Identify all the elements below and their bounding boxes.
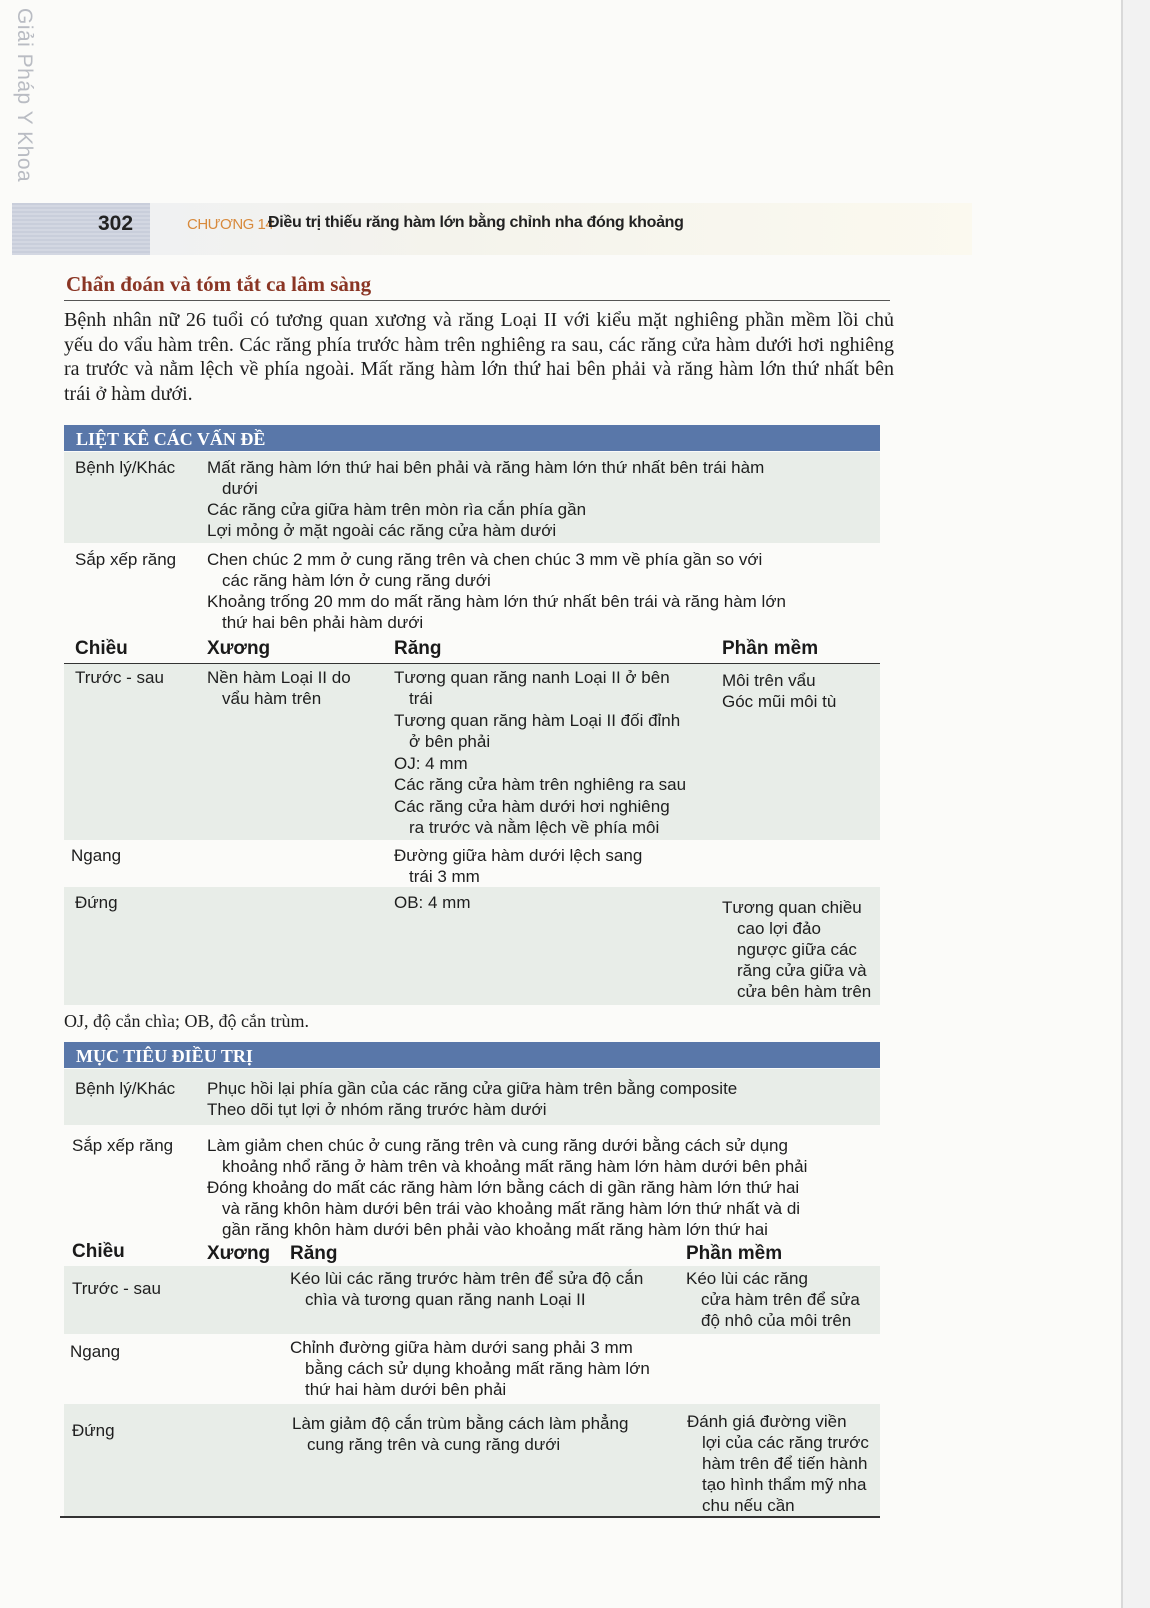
problems-alignment-label: Sắp xếp răng (75, 550, 177, 569)
watermark: Giải Pháp Y Khoa (13, 8, 36, 183)
problem-list-title: LIỆT KÊ CÁC VẤN ĐỀ (64, 425, 880, 451)
abbreviation-footnote: OJ, độ cắn chìa; OB, độ cắn trùm. (64, 1011, 309, 1031)
goals-transverse-dental: Chỉnh đường giữa hàm dưới sang phải 3 mm (290, 1338, 633, 1357)
goals-vertical-dental: cung răng trên và cung răng dưới (307, 1435, 561, 1454)
goals-header-dimension: Chiều (72, 1241, 125, 1262)
goals-bottom-rule (60, 1516, 880, 1518)
goals-alignment-line: gần răng khôn hàm dưới bên phải vào khoảng mất răng hàm lớn thứ hai (222, 1220, 768, 1239)
problems-ap-skeletal: Nền hàm Loại II do (207, 668, 351, 687)
goals-alignment-label: Sắp xếp răng (72, 1136, 174, 1155)
problems-pathology-line: Các răng cửa giữa hàm trên mòn rìa cắn phía gần (207, 500, 587, 519)
goals-header-dental: Răng (290, 1243, 338, 1264)
goals-pathology-label: Bệnh lý/Khác (75, 1079, 176, 1098)
problems-vertical-soft: cửa bên hàm trên (737, 982, 872, 1001)
problems-ap-soft: Môi trên vẩu (722, 671, 816, 690)
problems-ap-dental: ra trước và nằm lệch về phía môi (409, 818, 660, 837)
problems-transverse-label: Ngang (71, 846, 122, 865)
problems-alignment-line: các răng hàm lớn ở cung răng dưới (222, 571, 491, 590)
goals-vertical-soft: chu nếu cần (702, 1496, 795, 1515)
goals-pathology-line: Phục hồi lại phía gần của các răng cửa giữa hàm trên bằng composite (207, 1079, 738, 1098)
problems-header-skeletal: Xương (207, 638, 271, 659)
problems-vertical-dental: OB: 4 mm (394, 893, 471, 912)
problems-ap-dental: OJ: 4 mm (394, 754, 468, 773)
goals-vertical-soft: tạo hình thẩm mỹ nha (702, 1475, 867, 1494)
goals-alignment-line: khoảng nhổ răng ở hàm trên và khoảng mất răng hàm lớn hàm dưới bên phải (222, 1157, 808, 1176)
goals-alignment-line: Đóng khoảng do mất các răng hàm lớn bằng cách di gần răng hàm lớn thứ hai (207, 1178, 800, 1197)
goals-ap-label: Trước - sau (72, 1279, 161, 1298)
section-title: Chẩn đoán và tóm tắt ca lâm sàng (66, 272, 372, 296)
page-edge-strip (1121, 0, 1150, 1608)
goals-header-skeletal: Xương (207, 1243, 271, 1264)
problems-ap-dental: Tương quan răng nanh Loại II ở bên (394, 668, 670, 687)
goals-vertical-label: Đứng (72, 1421, 115, 1440)
problems-alignment-line: Chen chúc 2 mm ở cung răng trên và chen chúc 3 mm về phía gần so với (207, 550, 763, 569)
goals-header-soft-tissue: Phần mềm (686, 1243, 783, 1264)
goals-transverse-dental: bằng cách sử dụng khoảng mất răng hàm lớn (305, 1359, 650, 1378)
problems-header-soft-tissue: Phần mềm (722, 638, 819, 659)
problems-alignment-line: Khoảng trống 20 mm do mất răng hàm lớn thứ nhất bên trái và răng hàm lớn (207, 592, 786, 611)
goals-transverse-label: Ngang (70, 1342, 121, 1361)
problems-header-dental: Răng (394, 638, 442, 659)
problems-transverse-dental: Đường giữa hàm dưới lệch sang (394, 846, 643, 865)
goals-vertical-soft: Đánh giá đường viền (687, 1412, 847, 1431)
goals-ap-dental: Kéo lùi các răng trước hàm trên để sửa độ cắn (290, 1269, 644, 1288)
problems-pathology-label: Bệnh lý/Khác (75, 458, 176, 477)
problems-ap-soft: Góc mũi môi tù (722, 692, 837, 711)
problems-ap-label: Trước - sau (75, 668, 164, 687)
goals-ap-dental: chìa và tương quan răng nanh Loại II (305, 1290, 586, 1309)
treatment-goals-title: MỤC TIÊU ĐIỀU TRỊ (64, 1042, 880, 1068)
problems-vertical-label: Đứng (75, 893, 118, 912)
problems-transverse-dental: trái 3 mm (409, 867, 480, 886)
goals-ap-soft: Kéo lùi các răng (686, 1269, 808, 1288)
problems-ap-dental: trái (409, 689, 433, 708)
problems-ap-dental: Các răng cửa hàm dưới hơi nghiêng (394, 797, 670, 816)
page-number: 302 (98, 212, 134, 235)
goals-transverse-dental: thứ hai hàm dưới bên phải (305, 1380, 507, 1399)
problems-ap-skeletal: vẩu hàm trên (222, 689, 322, 708)
problems-ap-dental: Tương quan răng hàm Loại II đối đỉnh (394, 711, 681, 730)
goals-vertical-soft: lợi của các răng trước (702, 1433, 869, 1452)
goals-vertical-dental: Làm giảm độ cắn trùm bằng cách làm phẳng (292, 1414, 629, 1433)
problems-vertical-soft: Tương quan chiều (722, 898, 862, 917)
chapter-label: CHƯƠNG 14 (187, 216, 274, 233)
goals-ap-soft: cửa hàm trên để sửa (701, 1290, 860, 1309)
problems-ap-dental: Các răng cửa hàm trên nghiêng ra sau (394, 775, 687, 794)
problems-ap-dental: ở bên phải (409, 732, 491, 751)
problems-vertical-soft: răng cửa giữa và (737, 961, 867, 980)
problems-pathology-line: Mất răng hàm lớn thứ hai bên phải và răng hàm lớn thứ nhất bên trái hàm (207, 458, 765, 477)
section-divider (64, 300, 890, 301)
goals-alignment-line: và răng khôn hàm dưới bên trái vào khoảng mất răng hàm lớn thứ nhất và di (222, 1199, 801, 1218)
problems-alignment-line: thứ hai bên phải hàm dưới (222, 613, 424, 632)
problems-vertical-soft: cao lợi đảo (737, 919, 821, 938)
problems-header-dimension: Chiều (75, 638, 128, 659)
problems-pathology-line: Lợi mỏng ở mặt ngoài các răng cửa hàm dưới (207, 521, 557, 540)
goals-ap-soft: độ nhô của môi trên (701, 1311, 852, 1330)
problems-vertical-soft: ngược giữa các (737, 940, 857, 959)
chapter-title: Điều trị thiếu răng hàm lớn bằng chỉnh nha đóng khoảng (268, 214, 684, 231)
intro-paragraph: Bệnh nhân nữ 26 tuổi có tương quan xương và răng Loại II với kiểu mặt nghiêng phần mềm lồi chủ yếu do vẩu hàm trên. Các răng phía trước hàm trên nghiêng ra sau, các răng cửa hàm dưới hơi nghiêng ra trước và nằm lệch về phía ngoài. Mất răng hàm lớn thứ hai bên phải và răng hàm lớn thứ nhất bên trái ở hàm dưới. (64, 309, 894, 405)
problems-pathology-line: dưới (222, 479, 258, 498)
goals-vertical-soft: hàm trên để tiến hành (702, 1454, 868, 1473)
goals-alignment-line: Làm giảm chen chúc ở cung răng trên và cung răng dưới bằng cách sử dụng (207, 1136, 788, 1155)
goals-pathology-line: Theo dõi tụt lợi ở nhóm răng trước hàm dưới (207, 1100, 547, 1119)
